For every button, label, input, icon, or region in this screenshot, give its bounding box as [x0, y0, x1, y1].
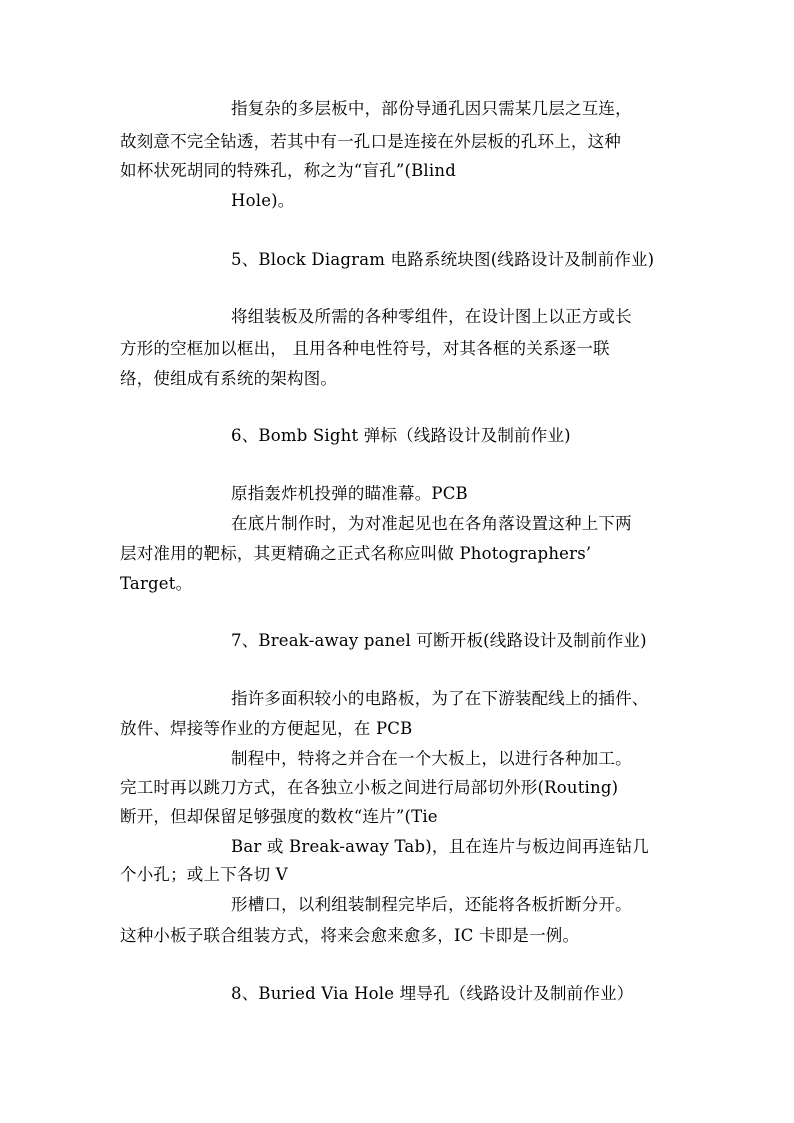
body-text-line: 完工时再以跳刀方式，在各独立小板之间进行局部切外形(Routing)	[120, 778, 619, 797]
body-text-line: 在底片制作时，为对准起见也在各角落设置这种上下两	[231, 514, 632, 533]
section-heading: 8、Buried Via Hole 埋导孔（线路设计及制前作业）	[231, 984, 634, 1003]
body-text-line: Hole)。	[231, 191, 295, 210]
body-text-line: 这种小板子联合组装方式，将来会愈来愈多，IC 卡即是一例。	[120, 926, 580, 945]
body-text-line: Bar 或 Break-away Tab)，且在连片与板边间再连钻几	[231, 837, 649, 856]
body-text-line: 形槽口，以利组装制程完毕后，还能将各板折断分开。	[231, 895, 632, 914]
body-text-line: 指许多面积较小的电路板，为了在下游装配线上的插件、	[231, 689, 649, 708]
body-text-line: 个小孔；或上下各切 V	[120, 865, 288, 884]
body-text-line: 断开，但却保留足够强度的数枚“连片”(Tie	[120, 807, 438, 826]
body-text-line: 原指轰炸机投弹的瞄准幕。PCB	[231, 484, 468, 503]
body-text-line: 层对准用的靶标，其更精确之正式名称应叫做 Photographers’	[120, 544, 592, 563]
body-text-line: 方形的空框加以框出， 且用各种电性符号，对其各框的关系逐一联	[120, 339, 610, 358]
body-text-line: 故刻意不完全钻透，若其中有一孔口是连接在外层板的孔环上，这种	[120, 132, 621, 151]
section-heading: 7、Break-away panel 可断开板(线路设计及制前作业)	[231, 631, 647, 650]
body-text-line: 指复杂的多层板中，部份导通孔因只需某几层之互连，	[231, 99, 632, 118]
body-text-line: 放件、焊接等作业的方便起见，在 PCB	[120, 719, 413, 738]
body-text-line: 制程中，特将之并合在一个大板上，以进行各种加工。	[231, 749, 632, 768]
section-heading: 6、Bomb Sight 弹标（线路设计及制前作业)	[231, 426, 571, 445]
section-heading: 5、Block Diagram 电路系统块图(线路设计及制前作业)	[231, 250, 655, 269]
body-text-line: 络，使组成有系统的架构图。	[120, 369, 338, 388]
body-text-line: 将组装板及所需的各种零组件，在设计图上以正方或长	[231, 307, 632, 326]
body-text-line: Target。	[120, 574, 193, 593]
body-text-line: 如杯状死胡同的特殊孔，称之为“盲孔”(Blind	[120, 161, 456, 180]
